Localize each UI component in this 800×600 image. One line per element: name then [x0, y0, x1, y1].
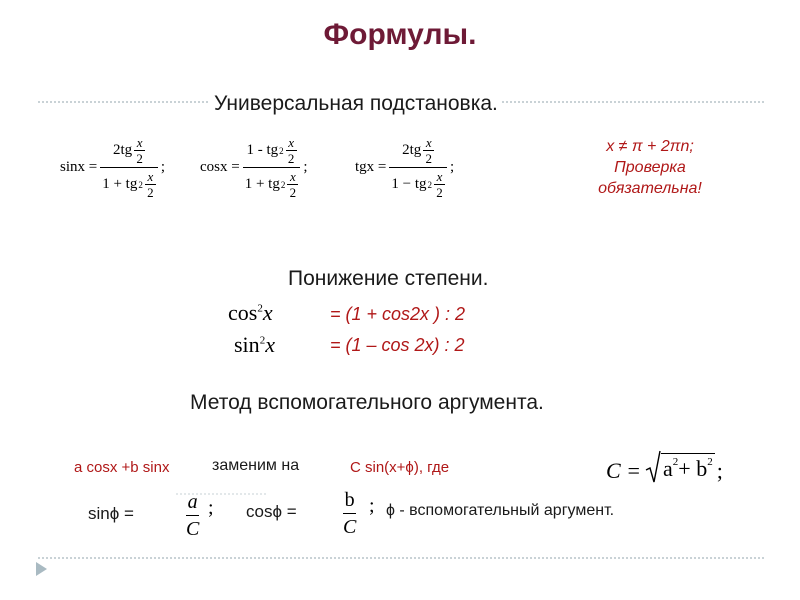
cos-den-2: 2: [289, 185, 297, 200]
tg-den-x: x: [436, 169, 443, 184]
sin-den-exp: 2: [138, 179, 143, 190]
divider-bottom: [38, 557, 764, 559]
sin-phi-den: C: [186, 518, 200, 540]
sin-squared: [234, 332, 275, 358]
tg-den-exp: 2: [427, 179, 433, 190]
heading-auxiliary: Метод вспомогательного аргумента.: [190, 391, 544, 414]
c-lhs: C =: [606, 458, 642, 483]
sin-den-x: x: [147, 169, 154, 184]
heading-universal: Универсальная подстановка.: [210, 92, 502, 116]
cos-fraction: [243, 136, 301, 199]
cos-phi-label: cosϕ =: [246, 502, 297, 521]
cos-num: 1 - tg: [246, 142, 279, 158]
cos-reduction-rhs: = (1 + cos2x ) : 2: [330, 304, 466, 324]
tg-den: 1 − tg: [391, 176, 427, 192]
cos-den: 1 + tg: [244, 176, 280, 192]
c-formula: [606, 450, 723, 484]
c-end: ;: [716, 458, 723, 483]
sin-func: sin: [234, 332, 260, 357]
sin-phi-num: a: [187, 491, 198, 513]
sin-den-2: 2: [147, 185, 154, 200]
formula-sin-universal: [60, 136, 165, 199]
phi-note: ϕ - вспомогательный аргумент.: [386, 502, 615, 519]
cos-den-x: x: [289, 169, 296, 184]
tg-num-2: 2: [425, 151, 433, 166]
cos-phi-num: b: [344, 489, 355, 511]
tg-den-2: 2: [436, 185, 443, 200]
c-plus-b: + b: [678, 456, 708, 481]
cos-end: ;: [303, 159, 308, 175]
c-exp-a: 2: [672, 456, 679, 468]
sin-lhs: sinx =: [60, 159, 98, 175]
page-title: Формулы.: [323, 18, 477, 51]
sin-num-x: x: [136, 135, 143, 150]
sqrt-content: [661, 453, 715, 484]
tg-lhs: tgx =: [355, 159, 387, 175]
sin-num: 2tg: [112, 142, 133, 158]
sin-exp: 2: [259, 334, 266, 347]
sqrt-icon: [645, 450, 661, 484]
cos-phi-semi: ;: [369, 495, 375, 517]
c-exp-b: 2: [707, 456, 713, 468]
c-rad-a: a: [663, 456, 673, 481]
tg-num: 2tg: [402, 142, 422, 158]
sin-num-2: 2: [136, 151, 143, 166]
constraint-line2: Проверка: [614, 159, 686, 176]
sin-reduction-rhs: = (1 – cos 2x) : 2: [330, 335, 465, 355]
constraint-line3: обязательна!: [598, 180, 702, 197]
cos-phi-fraction: [343, 490, 356, 537]
nav-arrow-icon[interactable]: [36, 562, 47, 576]
sin-end: ;: [160, 159, 166, 175]
aux-target: C sin(x+ϕ), где: [350, 459, 450, 476]
aux-replace: заменим на: [212, 457, 300, 474]
sin-fraction: [100, 136, 158, 199]
sin-var: x: [265, 332, 275, 357]
heading-degree-reduction: Понижение степени.: [288, 267, 489, 290]
sin-phi-semi: ;: [208, 497, 214, 519]
sin-den: 1 + tg: [102, 176, 138, 192]
cos-den-exp: 2: [280, 179, 286, 190]
formula-tg-universal: [355, 136, 454, 199]
tg-fraction: [389, 136, 447, 199]
tg-num-x: x: [425, 135, 432, 150]
cos-exp: 2: [257, 302, 263, 315]
aux-expression: a cosx +b sinx: [74, 459, 170, 476]
cos-squared: [228, 300, 273, 326]
constraint-note: [570, 136, 730, 199]
sin-phi-label: sinϕ =: [88, 504, 134, 523]
tg-end: ;: [450, 159, 455, 175]
cos-num-x: x: [288, 135, 295, 150]
cos-lhs: cosx =: [200, 159, 240, 175]
cos-num-exp: 2: [279, 145, 284, 156]
constraint-line1: x ≠ π + 2πn;: [606, 138, 694, 155]
cos-func: cos: [228, 300, 258, 325]
cos-num-2: 2: [287, 151, 295, 166]
cos-var: x: [262, 300, 273, 325]
formula-cos-universal: [200, 136, 308, 199]
sin-phi-fraction: [186, 492, 199, 539]
cos-phi-den: C: [343, 516, 357, 538]
